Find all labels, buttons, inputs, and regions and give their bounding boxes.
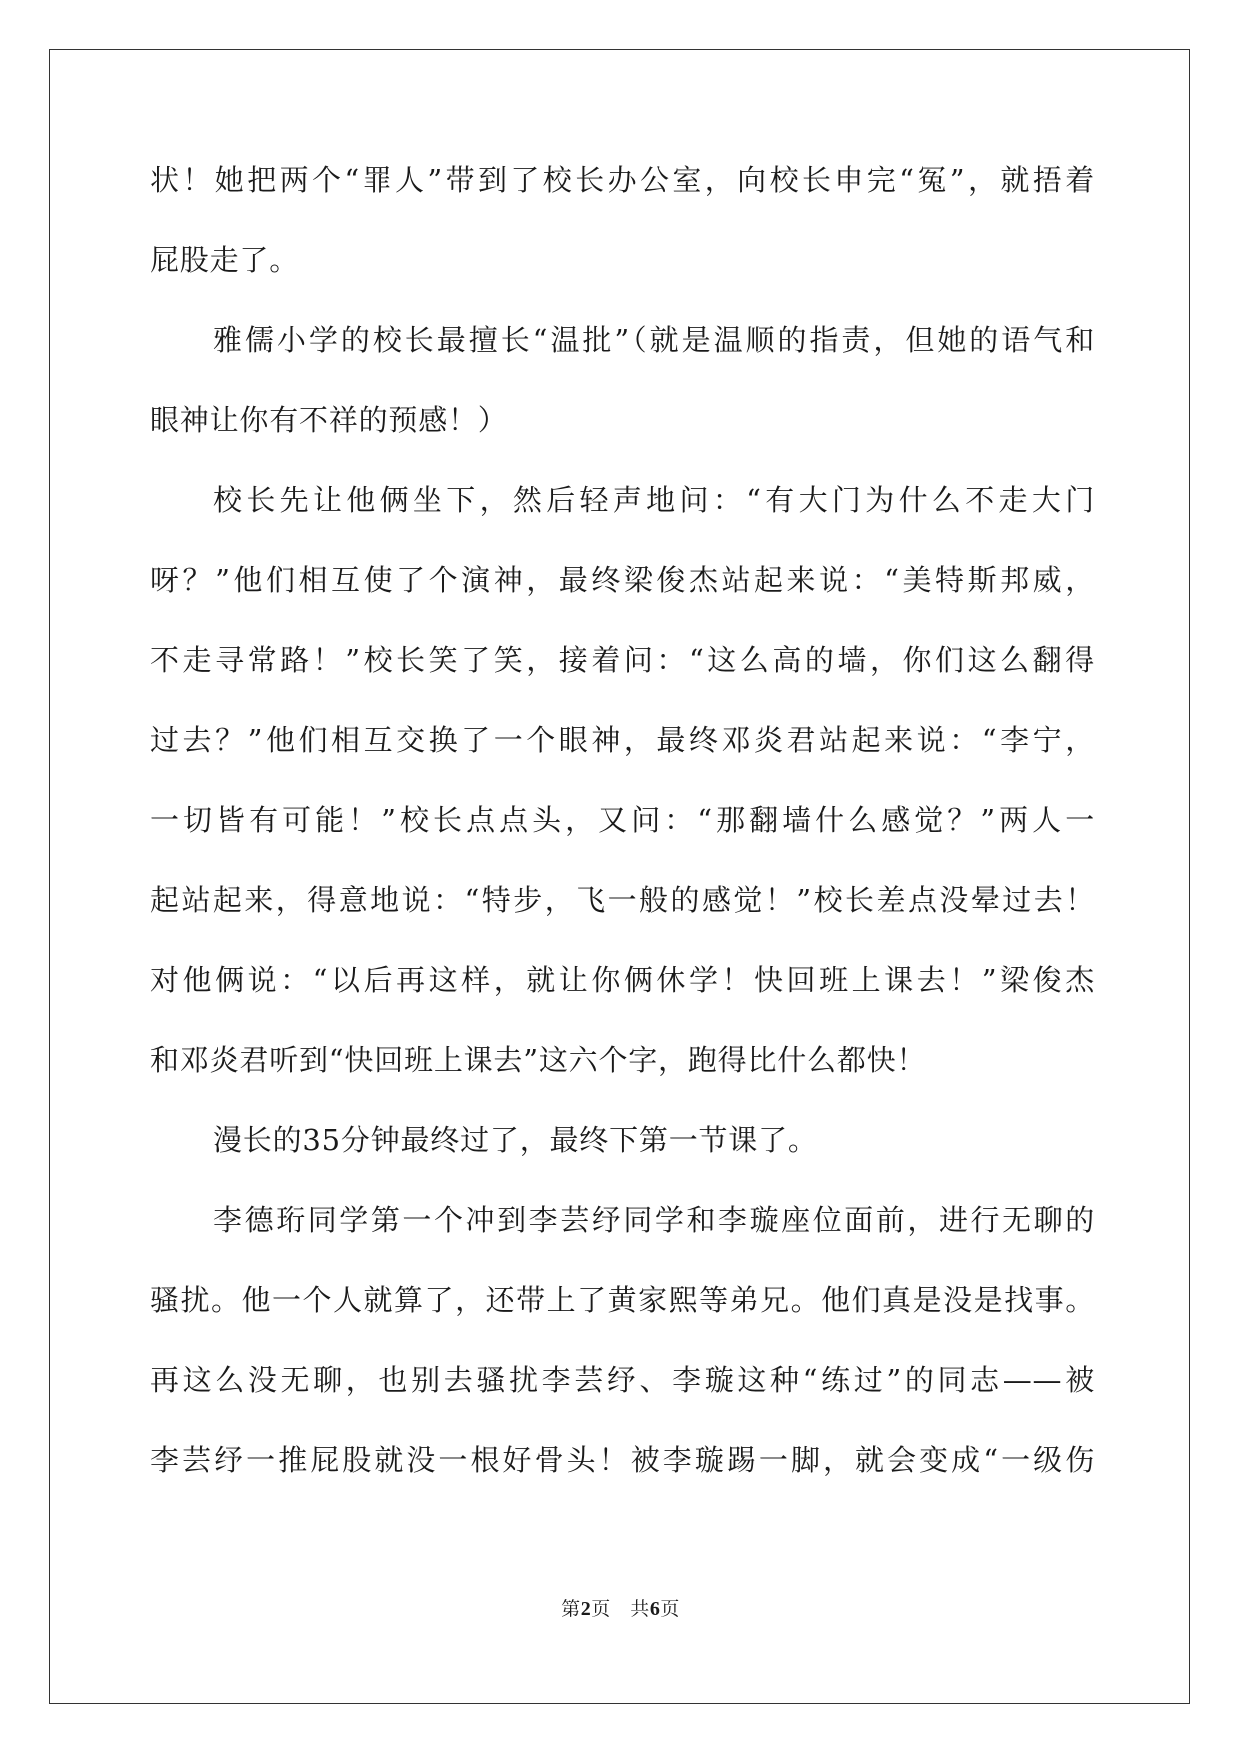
footer-page-suffix: 页: [660, 1598, 680, 1620]
text-line: 李芸纾一推屁股就没一根好骨头！被李璇踢一脚，就会变成“一级伤: [150, 1443, 1095, 1477]
paragraph-start-line: 校长先让他俩坐下，然后轻声地问：“有大门为什么不走大门: [213, 483, 1095, 517]
footer-page-prefix: 第: [561, 1598, 581, 1620]
text-line: 和邓炎君听到“快回班上课去”这六个字，跑得比什么都快！: [150, 1043, 927, 1077]
text-line: 不走寻常路！”校长笑了笑，接着问：“这么高的墙，你们这么翻得: [150, 643, 1095, 677]
paragraph-start-line: 漫长的35分钟最终过了，最终下第一节课了。: [213, 1123, 818, 1157]
paragraph-start-line: 雅儒小学的校长最擅长“温批”（就是温顺的指责，但她的语气和: [213, 323, 1095, 357]
document-body: [150, 158, 1095, 1518]
text-line: 骚扰。他一个人就算了，还带上了黄家熙等弟兄。他们真是没是找事。: [150, 1283, 1095, 1317]
text-line: 一切皆有可能！”校长点点头，又问：“那翻墙什么感觉？”两人一: [150, 803, 1095, 837]
text-line: 过去？”他们相互交换了一个眼神，最终邓炎君站起来说：“李宁，: [150, 723, 1095, 757]
text-line: 呀？”他们相互使了个演神，最终梁俊杰站起来说：“美特斯邦威，: [150, 563, 1095, 597]
current-page-number: 2: [580, 1598, 592, 1620]
text-line: 眼神让你有不祥的预感！）: [150, 403, 508, 437]
footer-page-mid: 页 共: [591, 1598, 650, 1620]
text-line: 状！她把两个“罪人”带到了校长办公室，向校长申完“冤”，就捂着: [150, 163, 1095, 197]
text-line: 起站起来，得意地说：“特步，飞一般的感觉！”校长差点没晕过去！: [150, 883, 1095, 917]
total-page-number: 6: [649, 1598, 661, 1620]
page-footer: [0, 1594, 1241, 1621]
text-line: 对他俩说：“以后再这样，就让你俩休学！快回班上课去！”梁俊杰: [150, 963, 1095, 997]
text-line: 再这么没无聊，也别去骚扰李芸纾、李璇这种“练过”的同志——被: [150, 1363, 1095, 1397]
text-line: 屁股走了。: [150, 243, 300, 277]
paragraph-start-line: 李德珩同学第一个冲到李芸纾同学和李璇座位面前，进行无聊的: [213, 1203, 1095, 1237]
